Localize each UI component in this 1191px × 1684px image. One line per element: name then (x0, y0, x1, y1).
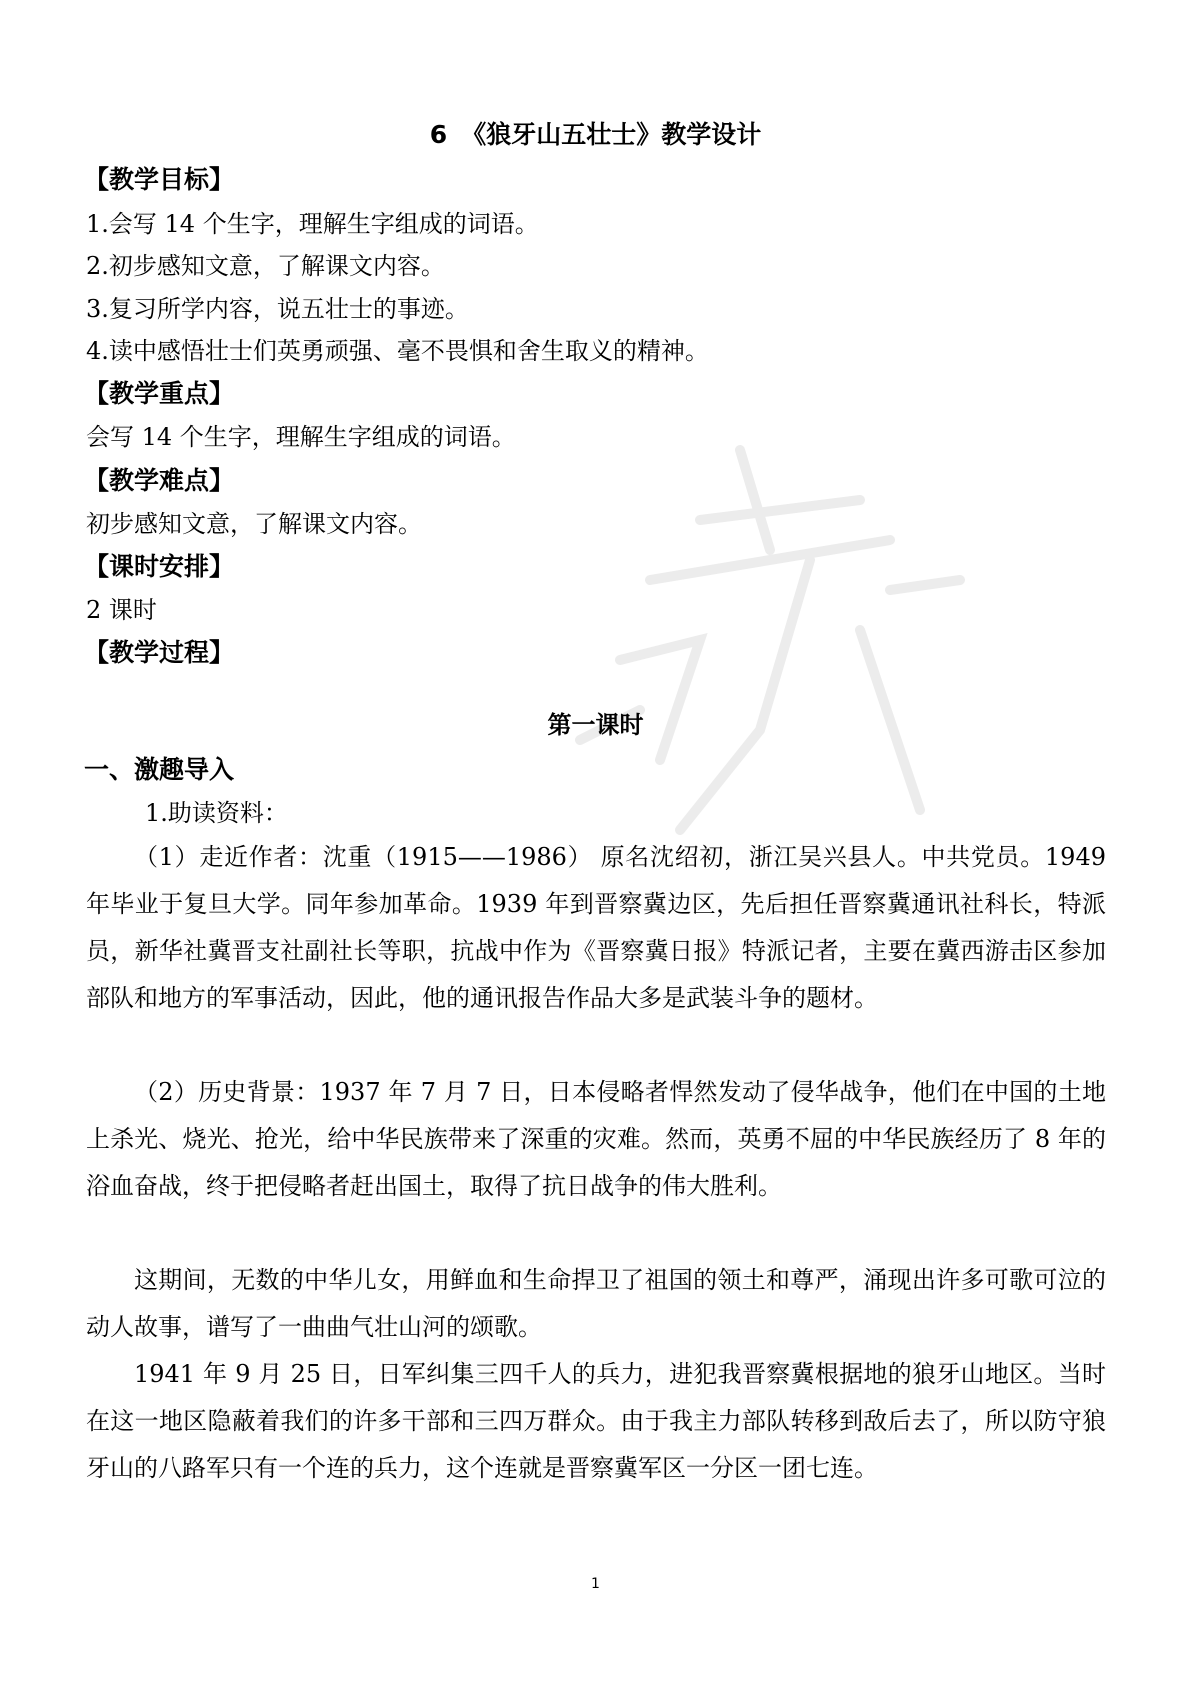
part-one-heading: 一、激趣导入 (84, 755, 235, 784)
lesson-one-title: 第一课时 (547, 711, 644, 739)
narrative-paragraph: 这期间，无数的中华儿女，用鲜血和生命捍卫了祖国的领土和尊严，涌现出许多可歌可泣的动人故事，谱写了一曲曲气壮山河的颂歌。 (86, 1266, 1106, 1341)
author-paragraph: （1）走近作者：沈重（1915——1986） 原名沈绍初，浙江吴兴县人。中共党员。1949 年毕业于复旦大学。同年参加革命。1939 年到晋察冀边区，先后担任晋察冀通讯社科长，特派员，新华社冀晋支社副社长等职，抗战中作为《晋察冀日报》特派记者，主要在冀西游击区参加部队和地方的军事活动，因此，他的通讯报告作品大多是武装斗争的题材。 (86, 843, 1106, 1012)
key-points-heading: 【教学重点】 (84, 379, 235, 408)
title-text: 《狼牙山五壮士》教学设计 (461, 120, 762, 149)
reading-materials-label: 1.助读资料： (145, 799, 288, 827)
title-number: 6 (429, 120, 448, 149)
key-points-text: 会写 14 个生字，理解生字组成的词语。 (86, 423, 516, 451)
schedule-heading: 【课时安排】 (84, 552, 235, 581)
objective-item: 4.读中感悟壮士们英勇顽强、毫不畏惧和舍生取义的精神。 (86, 337, 709, 365)
objective-item: 1.会写 14 个生字，理解生字组成的词语。 (86, 210, 539, 238)
objectives-heading: 【教学目标】 (84, 165, 235, 194)
difficulties-heading: 【教学难点】 (84, 466, 235, 495)
document-title (0, 118, 1191, 152)
narrative-paragraph: 1941 年 9 月 25 日，日军纠集三四千人的兵力，进犯我晋察冀根据地的狼牙山地区。当时在这一地区隐蔽着我们的许多干部和三四万群众。由于我主力部队转移到敌后去了，所以防守狼牙山的八路军只有一个连的兵力，这个连就是晋察冀军区一分区一团七连。 (86, 1360, 1106, 1482)
page-number: 1 (591, 1576, 600, 1592)
objective-item: 2.初步感知文意，了解课文内容。 (86, 252, 445, 280)
process-heading: 【教学过程】 (84, 638, 235, 667)
objective-item: 3.复习所学内容，说五壮士的事迹。 (86, 295, 469, 323)
background-paragraph: （2）历史背景：1937 年 7 月 7 日，日本侵略者悍然发动了侵华战争，他们在中国的土地上杀光、烧光、抢光，给中华民族带来了深重的灾难。然而，英勇不屈的中华民族经历了 8 年的浴血奋战，终于把侵略者赶出国土，取得了抗日战争的伟大胜利。 (86, 1078, 1106, 1200)
difficulties-text: 初步感知文意，了解课文内容。 (86, 510, 422, 538)
schedule-text: 2 课时 (86, 596, 157, 624)
watermark-logo (560, 430, 980, 850)
